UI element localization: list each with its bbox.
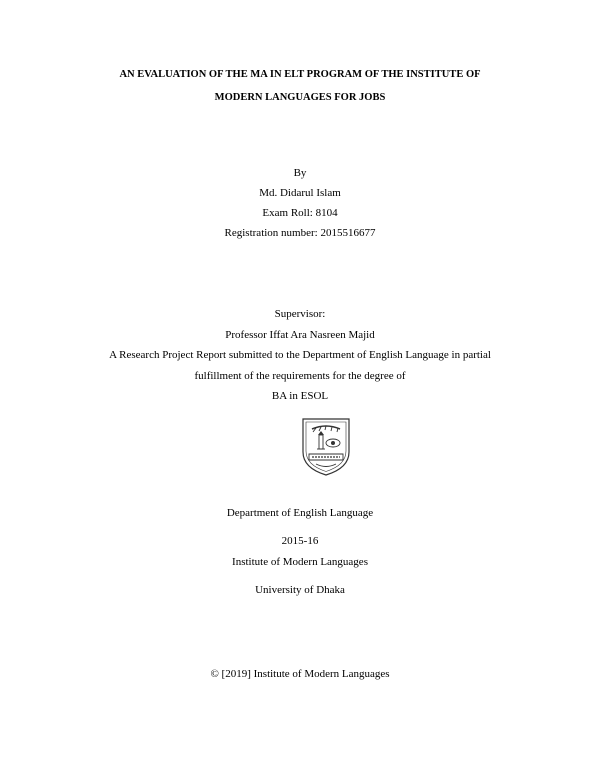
author-name: Md. Didarul Islam bbox=[259, 187, 341, 199]
academic-year: 2015-16 bbox=[281, 535, 319, 547]
document-title-line-2: MODERN LANGUAGES FOR JOBS bbox=[214, 92, 386, 103]
submission-statement-line-2: fulfillment of the requirements for the degree of bbox=[194, 370, 406, 382]
institute-name: Institute of Modern Languages bbox=[232, 556, 368, 568]
registration-number: Registration number: 2015516677 bbox=[224, 227, 376, 239]
supervisor-name: Professor Iffat Ara Nasreen Majid bbox=[225, 329, 375, 341]
document-title-line-1: AN EVALUATION OF THE MA IN ELT PROGRAM OF THE INSTITUTE OF bbox=[119, 69, 481, 80]
university-name: University of Dhaka bbox=[255, 584, 345, 596]
copyright-notice: © [2019] Institute of Modern Languages bbox=[210, 668, 390, 680]
exam-roll: Exam Roll: 8104 bbox=[262, 207, 338, 219]
department-name: Department of English Language bbox=[226, 507, 374, 519]
degree-name: BA in ESOL bbox=[271, 390, 329, 402]
supervisor-label: Supervisor: bbox=[274, 308, 326, 320]
university-crest-icon bbox=[300, 416, 352, 478]
by-label: By bbox=[293, 167, 307, 179]
submission-statement-line-1: A Research Project Report submitted to the Department of English Language in partial bbox=[109, 349, 491, 361]
